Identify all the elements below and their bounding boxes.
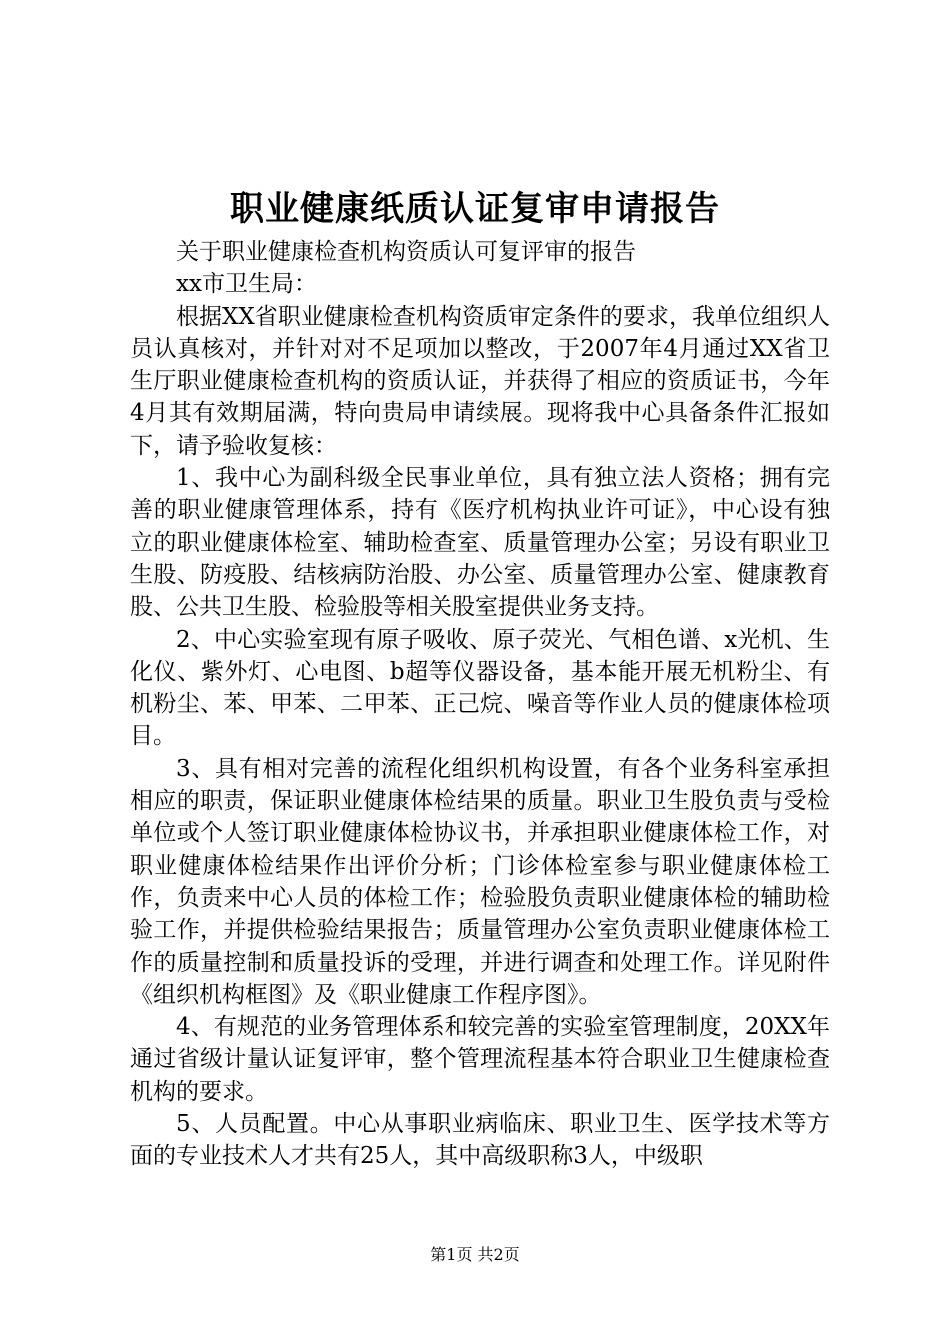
document-title: 职业健康纸质认证复审申请报告 [230, 189, 720, 229]
page-number-footer: 第1页 共2页 [430, 1245, 520, 1264]
body-paragraph-4: 4、有规范的业务管理体系和较完善的实验室管理制度，20XX年通过省级计量认证复评审，整个管理流程基本符合职业卫生健康检查机构的要求。 [130, 1014, 830, 1105]
body-paragraph-1: 1、我中心为副科级全民事业单位，具有独立法人资格；拥有完善的职业健康管理体系，持有《医疗机构执业许可证》，中心设有独立的职业健康体检室、辅助检查室、质量管理办公室；另设有职业卫生股、防疫股、结核病防治股、办公室、质量管理办公室、健康教育股、公共卫生股、检验股等相关股室提供业务支持。 [130, 465, 830, 621]
recipient-line: xx市卫生局： [176, 271, 317, 298]
body-paragraph-3: 3、具有相对完善的流程化组织机构设置，有各个业务科室承担相应的职责，保证职业健康体检结果的质量。职业卫生股负责与受检单位或个人签订职业健康体检协议书，并承担职业健康体检工作，对职业健康体检结果作出评价分析；门诊体检室参与职业健康体检工作，负责来中心人员的体检工作；检验股负责职业健康体检的辅助检验工作，并提供检验结果报告；质量管理办公室负责职业健康体检工作的质量控制和质量投诉的受理，并进行调查和处理工作。详见附件《组织机构框图》及《职业健康工作程序图》。 [130, 755, 830, 1008]
body-paragraph-2: 2、中心实验室现有原子吸收、原子荧光、气相色谱、x光机、生化仪、紫外灯、心电图、b超等仪器设备，基本能开展无机粉尘、有机粉尘、苯、甲苯、二甲苯、正己烷、噪音等作业人员的健康体检项目。 [130, 626, 830, 750]
body-paragraph-intro: 根据XX省职业健康检查机构资质审定条件的要求，我单位组织人员认真核对，并针对对不足项加以整改，于2007年4月通过XX省卫生厅职业健康检查机构的资质认证，并获得了相应的资质证书，今年4月其有效期届满，特向贵局申请续展。现将我中心具备条件汇报如下，请予验收复核： [130, 303, 830, 459]
document-body [130, 236, 830, 1173]
report-subject-line: 关于职业健康检查机构资质认可复评审的报告 [176, 239, 636, 265]
body-paragraph-5: 5、人员配置。中心从事职业病临床、职业卫生、医学技术等方面的专业技术人才共有25人，其中高级职称3人，中级职 [130, 1111, 830, 1170]
